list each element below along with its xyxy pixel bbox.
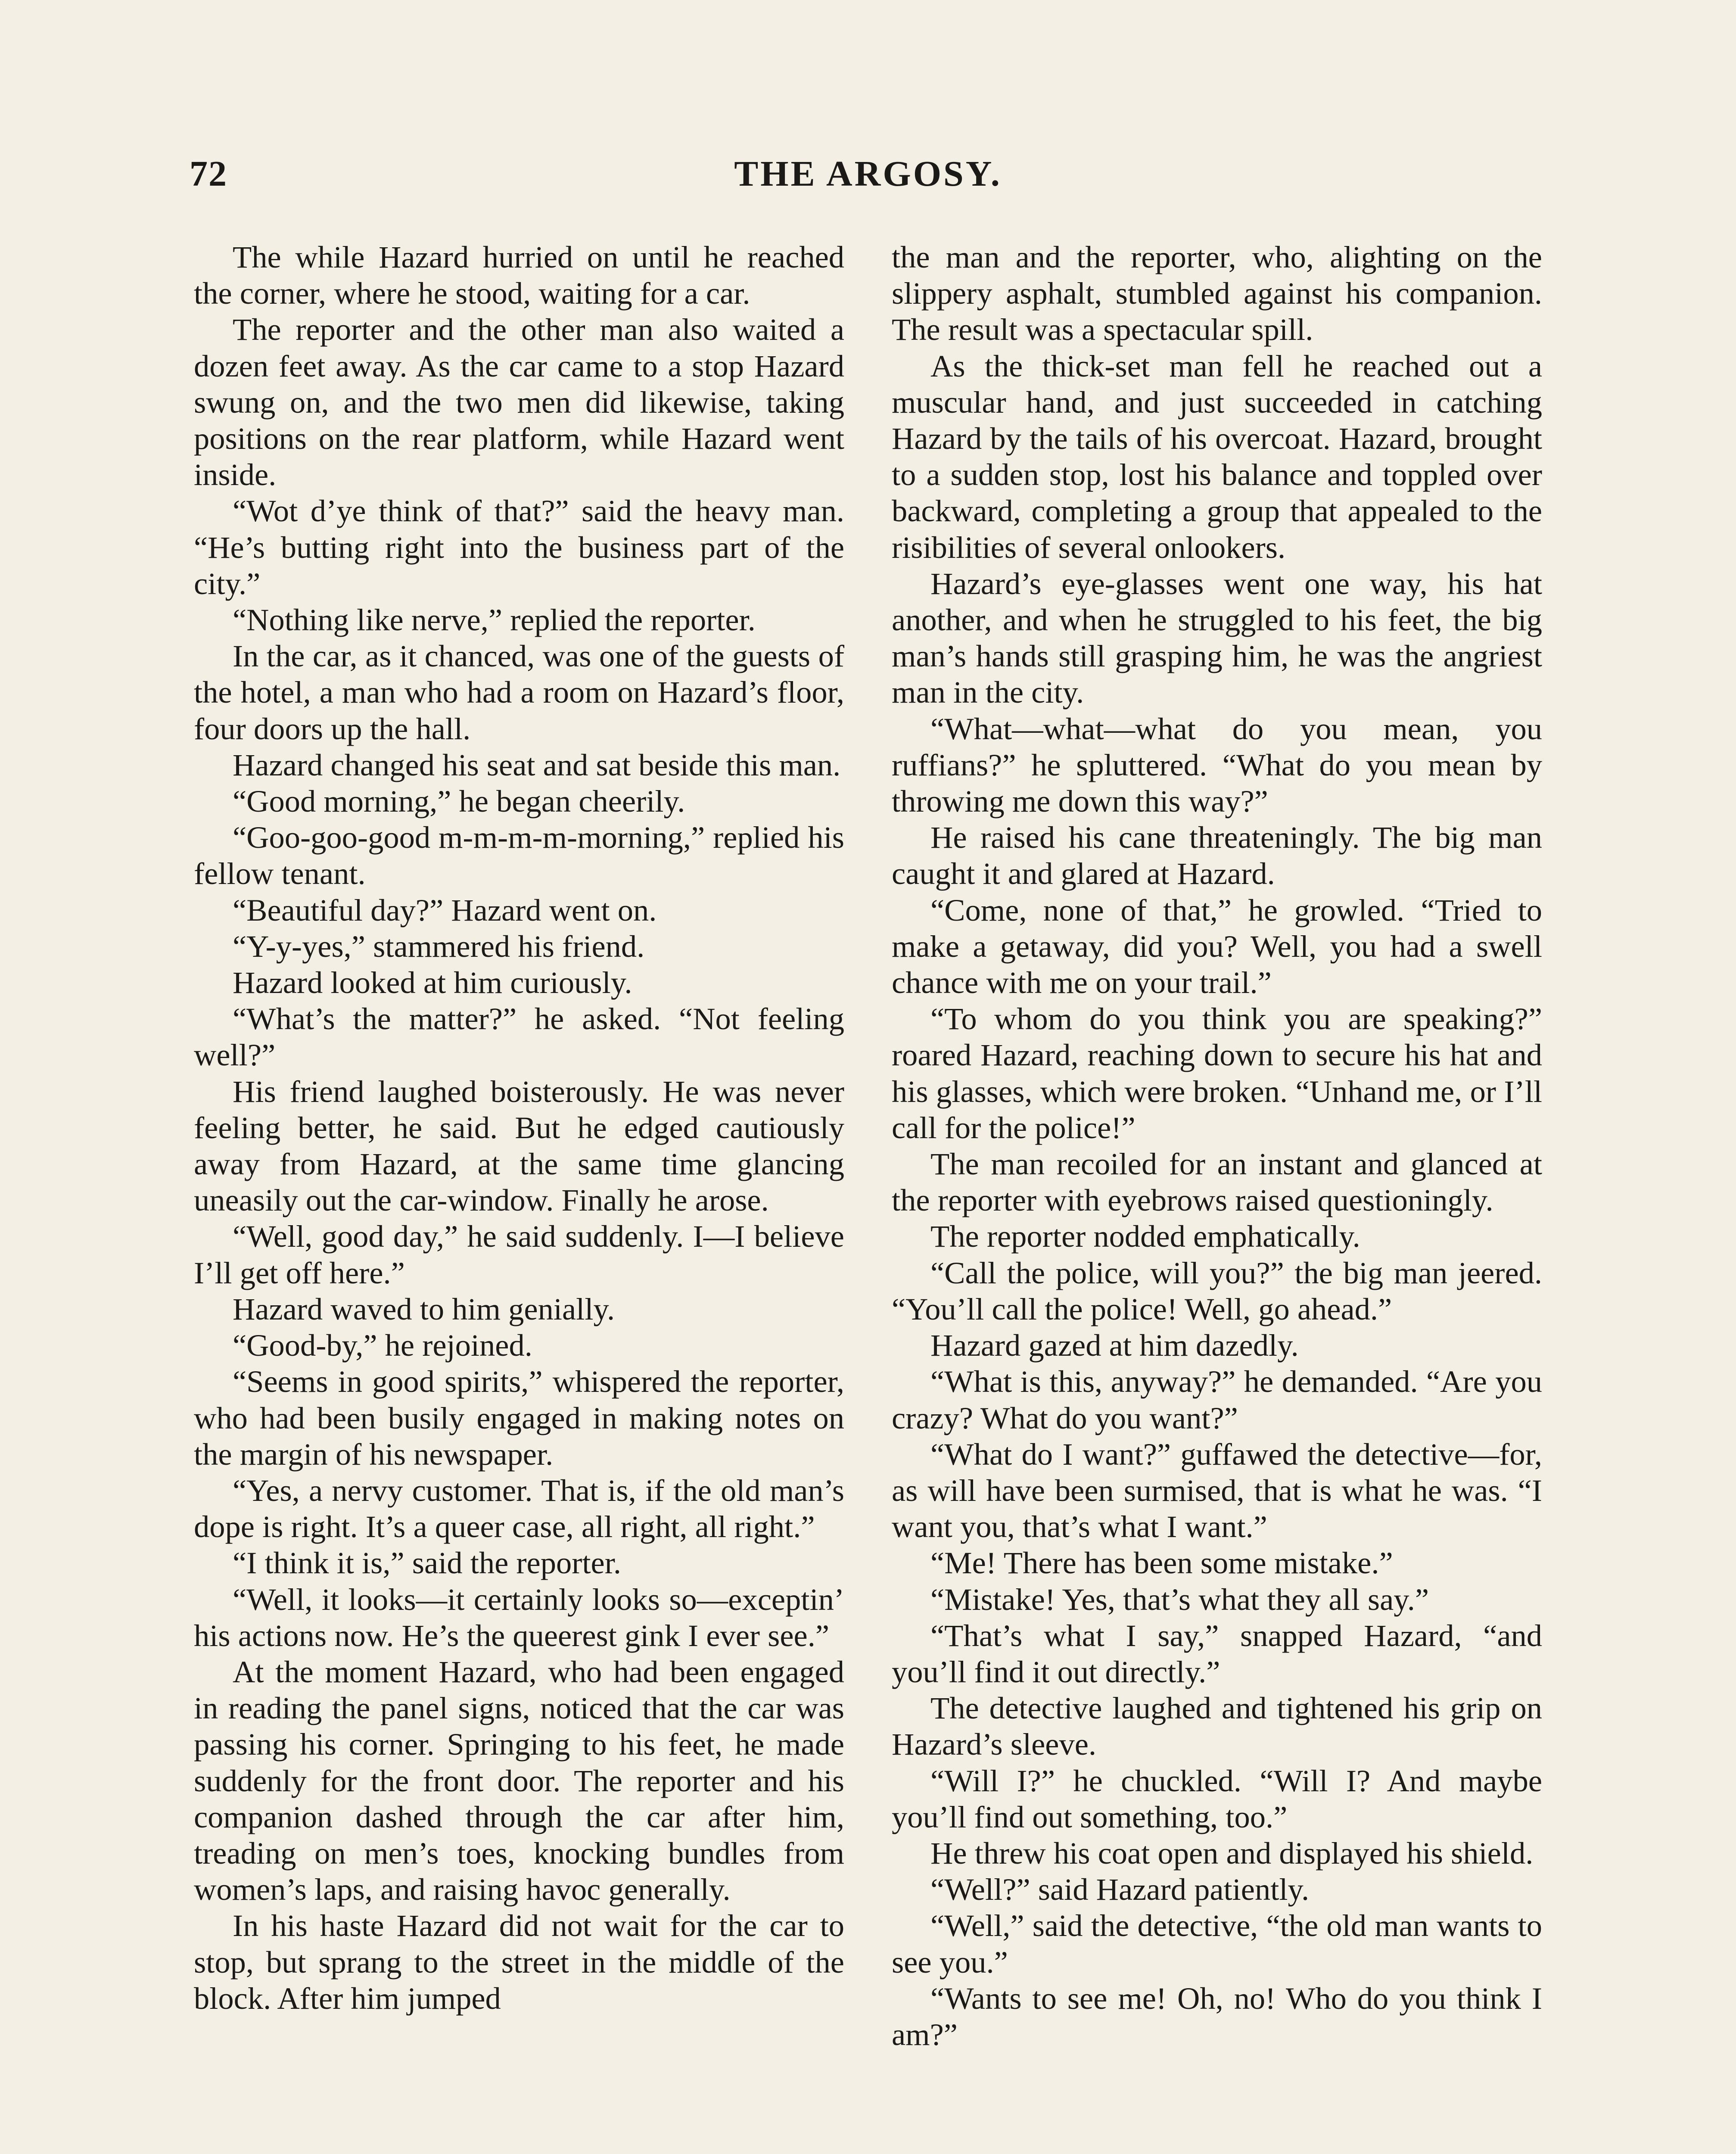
paragraph: Hazard changed his seat and sat beside this man. — [233, 747, 841, 782]
paragraph: In the car, as it chanced, was one of the guests of the hotel, a man who had a room on Hazard’s floor, four doors up the hall. — [194, 638, 844, 746]
paragraph: “Will I?” he chuckled. “Will I? And maybe you’ll find out something, too.” — [892, 1763, 1542, 1834]
paragraph: “Well?” said Hazard patiently. — [930, 1872, 1310, 1907]
paragraph: “Good morning,” he began cheerily. — [233, 784, 685, 819]
paragraph: “What do I want?” guffawed the detective—for, as will have been surmised, that is what he was. “I want you, that’s what I want.” — [892, 1436, 1542, 1544]
running-title: THE ARGOSY. — [734, 154, 1002, 194]
paragraph: “Yes, a nervy customer. That is, if the old man’s dope is right. It’s a queer case, all right, all right.” — [194, 1472, 844, 1544]
paragraph: Hazard looked at him curiously. — [233, 965, 632, 1000]
paragraph: He threw his coat open and displayed his shield. — [930, 1835, 1534, 1871]
paragraph: He raised his cane threateningly. The big man caught it and glared at Hazard. — [892, 820, 1542, 891]
paragraph: “That’s what I say,” snapped Hazard, “and you’ll find it out directly.” — [892, 1618, 1542, 1689]
paragraph: “Nothing like nerve,” replied the reporter. — [233, 602, 756, 638]
paragraph: “Call the police, will you?” the big man jeered. “You’ll call the police! Well, go ahead.” — [892, 1255, 1542, 1326]
paragraph: “What is this, anyway?” he demanded. “Are you crazy? What do you want?” — [892, 1364, 1542, 1435]
paragraph: “Y-y-yes,” stammered his friend. — [233, 928, 645, 964]
paragraph: “Good-by,” he rejoined. — [233, 1328, 532, 1363]
paragraph: “Wants to see me! Oh, no! Who do you think I am?” — [892, 1980, 1542, 2052]
paragraph: The detective laughed and tightened his grip on Hazard’s sleeve. — [892, 1690, 1542, 1762]
paragraph: His friend laughed boisterously. He was never feeling better, he said. But he edged cautiously away from Hazard, at the same time glancing uneasily out the car-window. Finally he arose. — [194, 1074, 844, 1218]
paragraph: “Wot d’ye think of that?” said the heavy man. “He’s butting right into the business part of the city.” — [194, 493, 844, 601]
page-number: 72 — [190, 154, 227, 194]
paragraph: “To whom do you think you are speaking?” roared Hazard, reaching down to secure his hat and his glasses, which were broken. “Unhand me, or I’ll call for the police!” — [892, 1001, 1542, 1145]
paragraph: In his haste Hazard did not wait for the car to stop, but sprang to the street in the middle of the block. After him jumped — [194, 1908, 844, 2016]
paragraph: “Well, it looks—it certainly looks so—exceptin’ his actions now. He’s the queerest gink I ever see.” — [194, 1581, 844, 1653]
paragraph: The reporter nodded emphatically. — [930, 1219, 1360, 1254]
paragraph: Hazard gazed at him dazedly. — [930, 1328, 1299, 1363]
paragraph: The man recoiled for an instant and glanced at the reporter with eyebrows raised questioningly. — [892, 1146, 1542, 1218]
page-header — [190, 153, 1546, 209]
paragraph: the man and the reporter, who, alighting on the slippery asphalt, stumbled against his companion. The result was a spectacular spill. — [892, 240, 1542, 347]
paragraph: At the moment Hazard, who had been engaged in reading the panel signs, noticed that the car was passing his corner. Springing to his feet, he made suddenly for the front door. The reporter and his companion dashed through the car after him, treading on men’s toes, knocking bundles from women’s laps, and raising havoc generally. — [194, 1654, 844, 1907]
paragraph: “Beautiful day?” Hazard went on. — [233, 892, 657, 928]
paragraph: “Seems in good spirits,” whispered the reporter, who had been busily engaged in making notes on the margin of his newspaper. — [194, 1364, 844, 1472]
paragraph: “Goo-goo-good m-m-m-m-morning,” replied his fellow tenant. — [194, 820, 844, 891]
paragraph: “Me! There has been some mistake.” — [930, 1545, 1393, 1581]
paragraph: “What’s the matter?” he asked. “Not feeling well?” — [194, 1001, 844, 1073]
paragraph: “Mistake! Yes, that’s what they all say.” — [930, 1581, 1429, 1617]
paragraph: “I think it is,” said the reporter. — [233, 1545, 621, 1581]
left-text-column — [194, 239, 844, 2017]
paragraph: Hazard’s eye-glasses went one way, his hat another, and when he struggled to his feet, the big man’s hands still grasping him, he was the angriest man in the city. — [892, 566, 1542, 710]
paragraph: The reporter and the other man also waited a dozen feet away. As the car came to a stop Hazard swung on, and the two men did likewise, taking positions on the rear platform, while Hazard went inside. — [194, 312, 844, 492]
paragraph: “Well, good day,” he said suddenly. I—I believe I’ll get off here.” — [194, 1219, 844, 1290]
paragraph: As the thick-set man fell he reached out a muscular hand, and just succeeded in catching Hazard by the tails of his overcoat. Hazard, brought to a sudden stop, lost his balance and toppled over backward, completing a group that appealed to the risibilities of several onlookers. — [892, 348, 1542, 565]
paragraph: “Come, none of that,” he growled. “Tried to make a getaway, did you? Well, you had a swell chance with me on your trail.” — [892, 892, 1542, 1000]
right-text-column — [892, 239, 1542, 2053]
paragraph: “What—what—what do you mean, you ruffians?” he spluttered. “What do you mean by throwing me down this way?” — [892, 711, 1542, 819]
paragraph: The while Hazard hurried on until he reached the corner, where he stood, waiting for a car. — [194, 240, 844, 311]
paragraph: Hazard waved to him genially. — [233, 1291, 615, 1326]
paragraph: “Well,” said the detective, “the old man wants to see you.” — [892, 1908, 1542, 1980]
